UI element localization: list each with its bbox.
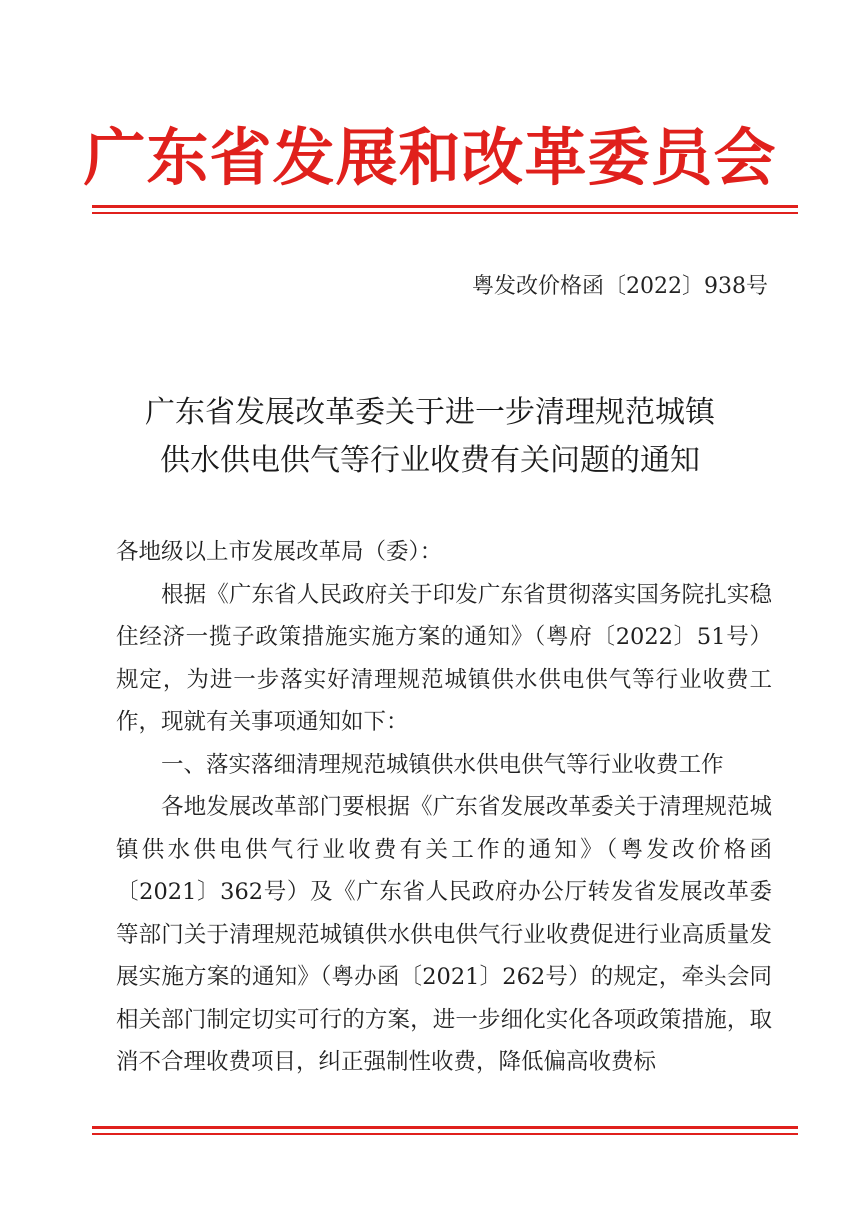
footer-thin-rule	[92, 1133, 798, 1135]
document-title-line-2: 供水供电供气等行业收费有关问题的通知	[160, 443, 700, 478]
section-heading-1: 一、落实落细清理规范城镇供水供电供气等行业收费工作	[161, 751, 724, 778]
footer-thick-rule	[92, 1126, 798, 1129]
salutation: 各地级以上市发展改革局（委）：	[116, 539, 443, 565]
issuing-organization-header: 广东省发展和改革委员会	[83, 121, 777, 194]
body-paragraph-1: 根据《广东省人民政府关于印发广东省贯彻落实国务院扎实稳住经济一揽子政策措施实施方案的通知》（粤府〔2022〕51号）规定，为进一步落实好清理规范城镇供水供电供气等行业收费工作，现就有关事项通知如下：	[116, 581, 772, 735]
body-paragraph-2: 各地发展改革部门要根据《广东省发展改革委关于清理规范城镇供水供电供气行业收费有关工作的通知》（粤发改价格函〔2021〕362号）及《广东省人民政府办公厅转发省发展改革委等部门关于清理规范城镇供水供电供气行业收费促进行业高质量发展实施方案的通知》（粤办函〔2021〕262号）的规定，牵头会同相关部门制定切实可行的方案，进一步细化实化各项政策措施，取消不合理收费项目，纠正强制性收费，降低偏高收费标	[116, 794, 772, 1075]
header-thin-rule	[92, 212, 798, 214]
document-title-line-1: 广东省发展改革委关于进一步清理规范城镇	[145, 395, 715, 430]
document-number: 粤发改价格函〔2022〕938号	[472, 274, 768, 299]
header-thick-rule	[92, 205, 798, 208]
document-body	[116, 531, 772, 1084]
